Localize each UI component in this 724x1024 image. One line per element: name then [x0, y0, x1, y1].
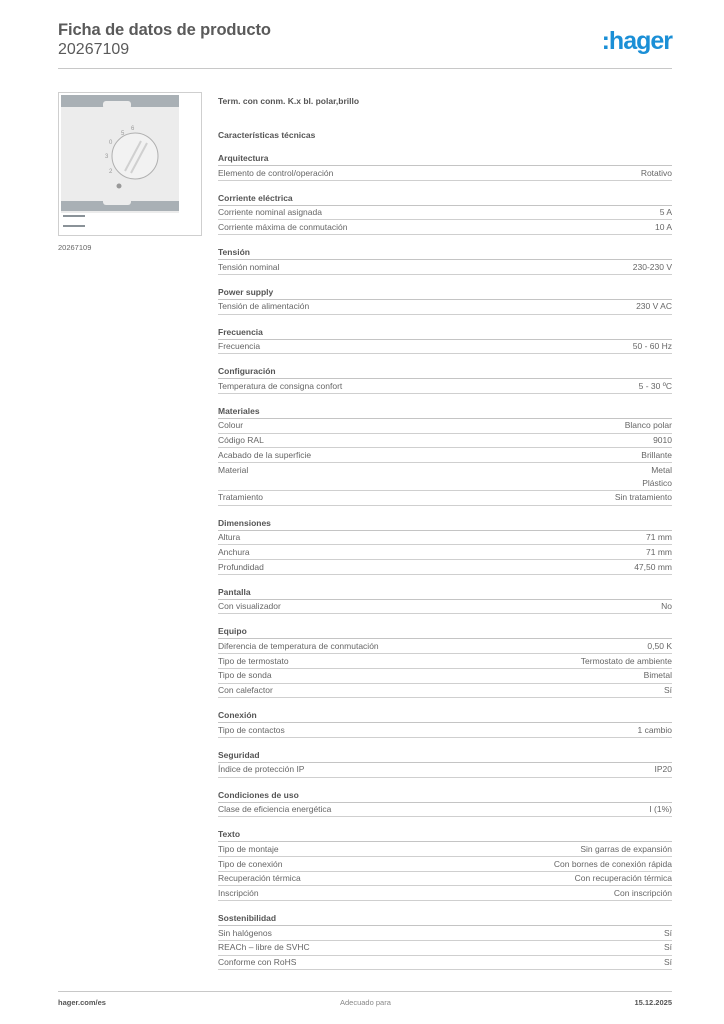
- spec-value-text: 50 - 60 Hz: [632, 341, 672, 352]
- spec-value-text: Con bornes de conexión rápida: [553, 858, 672, 869]
- spec-label: Tipo de termostato: [218, 655, 289, 666]
- spec-value-text: IP20: [654, 764, 672, 775]
- spec-value: [646, 546, 672, 559]
- spec-value-text: Termostato de ambiente: [580, 655, 672, 666]
- spec-row: [218, 379, 672, 394]
- spec-row: [218, 763, 672, 778]
- product-code: 20267109: [58, 41, 130, 58]
- svg-text:0: 0: [109, 140, 113, 146]
- spec-row: [218, 872, 672, 887]
- spec-group: [218, 518, 672, 575]
- spec-label: Conforme con RoHS: [218, 957, 297, 968]
- page-title: Ficha de datos de producto: [58, 21, 271, 39]
- spec-value-text: 71 mm: [646, 546, 672, 557]
- spec-label: Código RAL: [218, 435, 264, 446]
- spec-value-text: 230-230 V: [632, 261, 672, 272]
- thermostat-illustration-icon: [59, 93, 201, 235]
- spec-value-text: Bimetal: [643, 670, 672, 681]
- spec-label: Tensión nominal: [218, 261, 280, 272]
- spec-value: [641, 167, 672, 180]
- spec-value-text: 1 cambio: [637, 724, 672, 735]
- spec-group: [218, 287, 672, 315]
- spec-label: Clase de eficiencia energética: [218, 804, 332, 815]
- spec-value: [554, 858, 672, 871]
- spec-value: [580, 843, 672, 856]
- spec-label: REACh – libre de SVHC: [218, 942, 310, 953]
- spec-row: [218, 260, 672, 275]
- section-heading: Características técnicas: [218, 130, 316, 140]
- spec-value-text: 230 V AC: [636, 301, 672, 312]
- spec-row: [218, 463, 672, 491]
- spec-value: [655, 763, 673, 776]
- hager-logo: :hager: [601, 27, 672, 55]
- spec-value: [639, 380, 672, 393]
- header-divider: [58, 68, 672, 69]
- spec-value-text: No: [661, 601, 672, 612]
- spec-value-text: Brillante: [641, 449, 672, 460]
- spec-row: [218, 803, 672, 818]
- footer-divider: [58, 991, 672, 992]
- spec-row: [218, 723, 672, 738]
- spec-row: [218, 545, 672, 560]
- spec-label: Corriente máxima de conmutación: [218, 221, 348, 232]
- spec-row: [218, 941, 672, 956]
- spec-row: [218, 206, 672, 221]
- spec-value: [655, 221, 672, 234]
- footer-date: 15.12.2025: [634, 998, 672, 1007]
- svg-text:5: 5: [121, 131, 125, 137]
- spec-row: [218, 300, 672, 315]
- spec-label: Elemento de control/operación: [218, 167, 334, 178]
- spec-content: [218, 95, 672, 970]
- spec-value: [633, 340, 672, 353]
- spec-label: Material: [218, 464, 249, 475]
- spec-label: Recuperación térmica: [218, 873, 301, 884]
- spec-value-text: 9010: [653, 435, 672, 446]
- spec-row: [218, 886, 672, 901]
- spec-group-title: Configuración: [218, 366, 672, 379]
- spec-value: [636, 300, 672, 313]
- spec-row: [218, 560, 672, 575]
- spec-value-text: 10 A: [654, 221, 672, 232]
- spec-value: [664, 684, 672, 697]
- spec-row: [218, 448, 672, 463]
- spec-value-text: Sin garras de expansión: [580, 843, 672, 854]
- spec-group: [218, 406, 672, 506]
- spec-value: [664, 941, 672, 954]
- spec-label: Con calefactor: [218, 685, 273, 696]
- svg-text:6: 6: [131, 126, 135, 132]
- spec-value: [575, 872, 672, 885]
- spec-value: [649, 803, 672, 816]
- spec-value: [625, 419, 672, 432]
- spec-row: [218, 684, 672, 699]
- spec-group: [218, 750, 672, 778]
- spec-value: [615, 491, 672, 504]
- spec-value-text: 0,50 K: [647, 640, 672, 651]
- spec-value: [664, 956, 672, 969]
- spec-row: [218, 434, 672, 449]
- spec-label: Inscripción: [218, 887, 259, 898]
- spec-label: Tipo de montaje: [218, 843, 279, 854]
- spec-row: [218, 531, 672, 546]
- svg-text:3: 3: [105, 154, 109, 160]
- spec-value-text: I (1%): [649, 804, 672, 815]
- spec-group-title: Frecuencia: [218, 327, 672, 340]
- spec-value: [633, 261, 672, 274]
- spec-group: [218, 193, 672, 235]
- spec-value-text: 47,50 mm: [634, 561, 672, 572]
- spec-group: [218, 829, 672, 901]
- page-footer: [58, 998, 672, 1007]
- spec-row: [218, 926, 672, 941]
- spec-row: [218, 166, 672, 181]
- spec-group: [218, 913, 672, 970]
- spec-label: Tipo de sonda: [218, 670, 272, 681]
- spec-group-title: Sostenibilidad: [218, 913, 672, 926]
- spec-group: [218, 790, 672, 818]
- spec-value-text: Metal: [651, 464, 672, 475]
- spec-group-title: Power supply: [218, 287, 672, 300]
- spec-group-title: Dimensiones: [218, 518, 672, 531]
- spec-value: [581, 655, 672, 668]
- spec-group-title: Conexión: [218, 710, 672, 723]
- spec-group: [218, 710, 672, 738]
- spec-group-title: Corriente eléctrica: [218, 193, 672, 206]
- spec-value-text: 5 A: [659, 207, 672, 218]
- spec-value: [646, 531, 672, 544]
- spec-group: [218, 153, 672, 181]
- spec-label: Altura: [218, 532, 241, 543]
- spec-label: Diferencia de temperatura de conmutación: [218, 640, 379, 651]
- spec-group-title: Texto: [218, 829, 672, 842]
- spec-label: Tensión de alimentación: [218, 301, 310, 312]
- spec-group-title: Tensión: [218, 247, 672, 260]
- spec-value-text: Sí: [663, 927, 672, 938]
- spec-value-text: 71 mm: [646, 532, 672, 543]
- spec-group-title: Arquitectura: [218, 153, 672, 166]
- spec-value-text: Sí: [663, 685, 672, 696]
- spec-value: [644, 669, 672, 682]
- spec-row: [218, 600, 672, 615]
- spec-value-text: Sí: [663, 942, 672, 953]
- spec-label: Temperatura de consigna confort: [218, 380, 343, 391]
- spec-value-text: Rotativo: [640, 167, 672, 178]
- spec-row: [218, 956, 672, 971]
- spec-value: [660, 206, 672, 219]
- spec-label: Tipo de conexión: [218, 858, 283, 869]
- spec-value: [642, 464, 672, 490]
- spec-row: [218, 842, 672, 857]
- spec-value-text: Sí: [663, 957, 672, 968]
- spec-row: [218, 340, 672, 355]
- spec-label: Frecuencia: [218, 341, 261, 352]
- spec-label: Profundidad: [218, 561, 264, 572]
- spec-group: [218, 366, 672, 394]
- spec-value: [614, 887, 672, 900]
- spec-value-text: Con recuperación térmica: [574, 873, 672, 884]
- spec-row: [218, 669, 672, 684]
- spec-value-text: Blanco polar: [624, 420, 672, 431]
- spec-group: [218, 247, 672, 275]
- svg-text:2: 2: [109, 169, 113, 175]
- spec-value: [638, 724, 673, 737]
- spec-label: Anchura: [218, 546, 250, 557]
- spec-value-text: Con inscripción: [613, 887, 672, 898]
- spec-group: [218, 587, 672, 615]
- spec-label: Sin halógenos: [218, 927, 272, 938]
- spec-value: [641, 449, 672, 462]
- spec-group-title: Pantalla: [218, 587, 672, 600]
- spec-row: [218, 654, 672, 669]
- spec-value-text: 5 - 30 ºC: [638, 380, 672, 391]
- spec-group: [218, 327, 672, 355]
- spec-group-title: Materiales: [218, 406, 672, 419]
- spec-value: [634, 561, 672, 574]
- spec-row: [218, 419, 672, 434]
- spec-row: [218, 857, 672, 872]
- image-caption: 20267109: [58, 243, 92, 252]
- footer-website-link[interactable]: hager.com/es: [58, 998, 106, 1007]
- spec-group-title: Seguridad: [218, 750, 672, 763]
- footer-center-text: Adecuado para: [340, 998, 391, 1007]
- product-name: Term. con conm. K.x bl. polar,brillo: [218, 96, 360, 106]
- spec-label: Corriente nominal asignada: [218, 207, 322, 218]
- spec-value: [664, 927, 672, 940]
- spec-value-text: Sin tratamiento: [614, 492, 672, 503]
- spec-value: [653, 434, 672, 447]
- page-header: [58, 20, 672, 70]
- spec-label: Tipo de contactos: [218, 724, 285, 735]
- spec-row: [218, 491, 672, 506]
- product-image: [58, 92, 202, 236]
- spec-value-text: Plástico: [642, 477, 672, 488]
- spec-label: Colour: [218, 420, 244, 431]
- spec-label: Índice de protección IP: [218, 764, 305, 775]
- spec-groups: [218, 153, 672, 970]
- spec-group-title: Equipo: [218, 626, 672, 639]
- spec-label: Con visualizador: [218, 601, 281, 612]
- spec-group: [218, 626, 672, 698]
- spec-label: Acabado de la superficie: [218, 449, 312, 460]
- spec-value: [661, 600, 672, 613]
- spec-row: [218, 220, 672, 235]
- spec-label: Tratamiento: [218, 492, 264, 503]
- spec-group-title: Condiciones de uso: [218, 790, 672, 803]
- spec-row: [218, 639, 672, 654]
- spec-value: [647, 640, 672, 653]
